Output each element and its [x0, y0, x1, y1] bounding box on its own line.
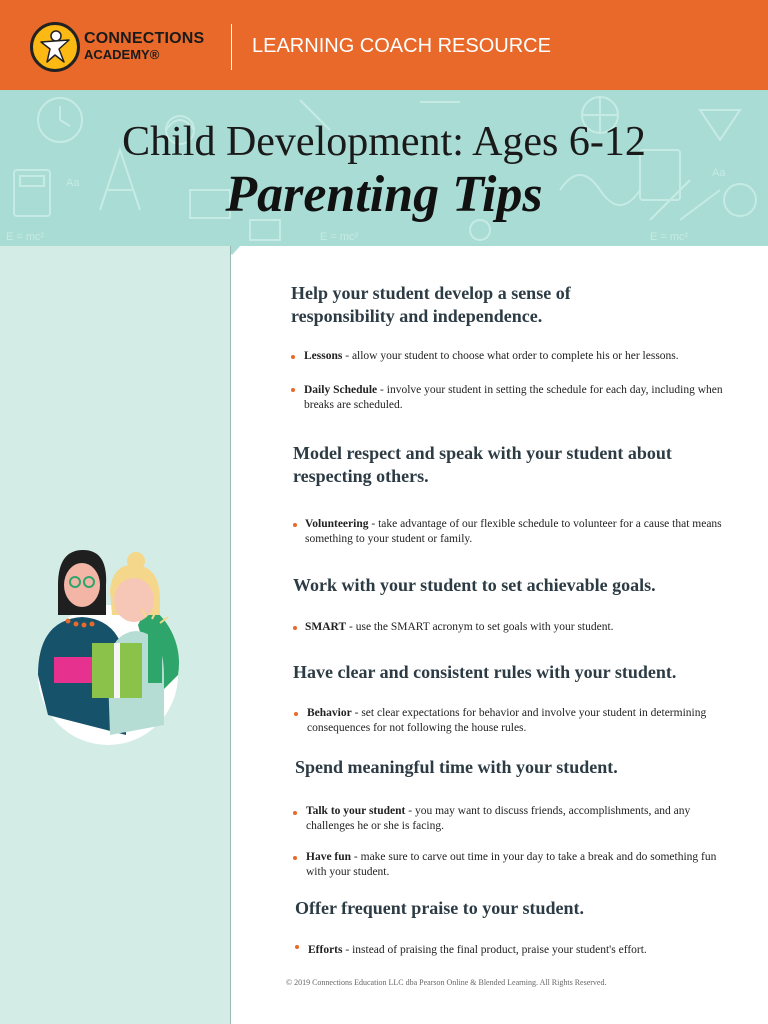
section-heading: Have clear and consistent rules with your student. — [293, 662, 677, 682]
bullet-term: Volunteering — [305, 518, 369, 530]
bullet-dot — [294, 712, 298, 716]
bullet-item — [304, 349, 744, 364]
bullet-term: Daily Schedule — [304, 384, 378, 396]
section-heading: Spend meaningful time with your student. — [295, 757, 618, 777]
parent-and-child-illustration — [28, 545, 188, 745]
bullet-dot — [293, 811, 297, 815]
svg-text:E = mc²: E = mc² — [6, 231, 45, 243]
header-bar — [0, 0, 768, 90]
bullet-text: - set clear expectations for behavior and involve your student in determining consequences for not following the house rules. — [307, 707, 707, 734]
bullet-text: - use the SMART acronym to set goals with your student. — [346, 621, 614, 633]
bullet-dot — [291, 355, 295, 359]
connections-academy-logo — [30, 22, 80, 72]
bullet-dot — [293, 626, 297, 630]
bullet-text: - instead of praising the final product, praise your student's effort. — [342, 944, 647, 956]
brand-name: CONNECTIONS — [84, 30, 205, 47]
bullet-text: - allow your student to choose what order to complete his or her lessons. — [342, 350, 679, 362]
svg-text:Aa: Aa — [66, 177, 80, 189]
copyright-footer: © 2019 Connections Education LLC dba Pearson Online & Blended Learning. All Rights Reserved. — [286, 978, 607, 987]
bullet-dot — [293, 856, 297, 860]
svg-text:E = mc²: E = mc² — [650, 231, 689, 243]
bullet-term: Behavior — [307, 707, 352, 719]
page-title: Child Development: Ages 6-12 — [122, 119, 646, 165]
bullet-dot — [295, 945, 299, 949]
bullet-term: Have fun — [306, 851, 352, 863]
svg-text:Aa: Aa — [712, 167, 726, 179]
bullet-item — [306, 804, 736, 834]
bullet-term: SMART — [305, 621, 347, 633]
bullet-text: - make sure to carve out time in your day to take a break and do something fun with your student. — [306, 851, 717, 878]
bullet-item — [308, 943, 748, 958]
bullet-item — [307, 706, 747, 736]
resource-label: LEARNING COACH RESOURCE — [252, 35, 551, 57]
bullet-term: Lessons — [304, 350, 343, 362]
bullet-term: Efforts — [308, 944, 343, 956]
section-heading: Help your student develop a sense of responsibility and independence. — [291, 283, 571, 326]
bullet-item — [305, 517, 737, 547]
bullet-item — [304, 383, 744, 413]
bullet-item — [306, 850, 726, 880]
bullet-text: - you may want to discuss friends, accomplishments, and any challenges he or she is facing. — [306, 805, 691, 832]
page-subtitle: Parenting Tips — [225, 166, 543, 223]
bullet-text: - take advantage of our flexible schedule to volunteer for a cause that means something to your student or family. — [305, 518, 722, 545]
header-divider — [231, 24, 232, 70]
section-heading: Offer frequent praise to your student. — [295, 898, 584, 918]
section-heading: Work with your student to set achievable goals. — [293, 575, 656, 595]
bullet-dot — [293, 523, 297, 527]
bullet-term: Talk to your student — [306, 805, 406, 817]
section-heading: Model respect and speak with your student about respecting others. — [293, 443, 672, 486]
bullet-text: - involve your student in setting the schedule for each day, including when breaks are scheduled. — [304, 384, 723, 411]
bullet-item — [305, 620, 745, 635]
tips-content — [232, 246, 768, 1024]
bullet-dot — [291, 388, 295, 392]
brand-subname: ACADEMY® — [84, 47, 160, 62]
svg-text:E = mc²: E = mc² — [320, 231, 359, 243]
